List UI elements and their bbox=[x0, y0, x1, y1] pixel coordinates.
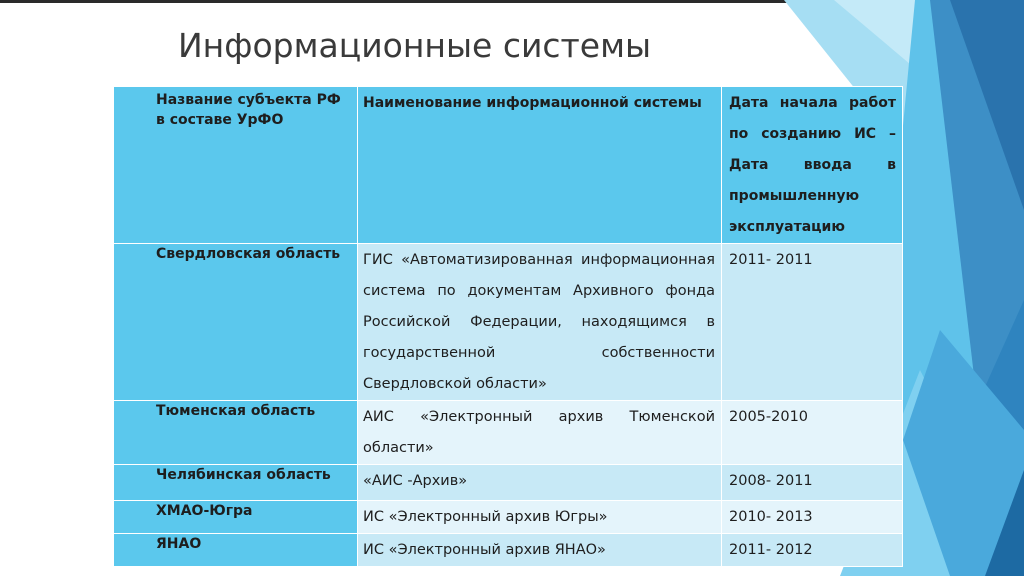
dates-cell: 2008- 2011 bbox=[722, 465, 903, 501]
table-row bbox=[114, 534, 903, 567]
system-cell: ГИС «Автоматизированная информационная система по документам Архивного фонда Российской Федерации, находящимся в государственной собственности Свердловской области» bbox=[358, 244, 722, 401]
header-system: Наименование информационной системы bbox=[358, 87, 722, 244]
table-header-row bbox=[114, 87, 903, 244]
system-cell: АИС «Электронный архив Тюменской области» bbox=[358, 401, 722, 465]
system-cell: ИС «Электронный архив ЯНАО» bbox=[358, 534, 722, 567]
dates-cell: 2005-2010 bbox=[722, 401, 903, 465]
table-row bbox=[114, 244, 903, 401]
information-systems-table bbox=[113, 86, 903, 567]
region-cell: Тюменская область bbox=[114, 401, 358, 465]
region-cell: Свердловская область bbox=[114, 244, 358, 401]
header-region: Название субъекта РФ в составе УрФО bbox=[114, 87, 358, 244]
region-cell: Челябинская область bbox=[114, 465, 358, 501]
dates-cell: 2011- 2011 bbox=[722, 244, 903, 401]
table-row bbox=[114, 501, 903, 534]
system-cell: ИС «Электронный архив Югры» bbox=[358, 501, 722, 534]
dates-cell: 2011- 2012 bbox=[722, 534, 903, 567]
dates-cell: 2010- 2013 bbox=[722, 501, 903, 534]
table-row bbox=[114, 465, 903, 501]
system-cell: «АИС -Архив» bbox=[358, 465, 722, 501]
table-row bbox=[114, 401, 903, 465]
header-dates: Дата начала работ по созданию ИС – Дата ввода в промышленную эксплуатацию bbox=[722, 87, 903, 244]
region-cell: ХМАО-Югра bbox=[114, 501, 358, 534]
region-cell: ЯНАО bbox=[114, 534, 358, 567]
page-title: Информационные системы bbox=[178, 26, 652, 65]
